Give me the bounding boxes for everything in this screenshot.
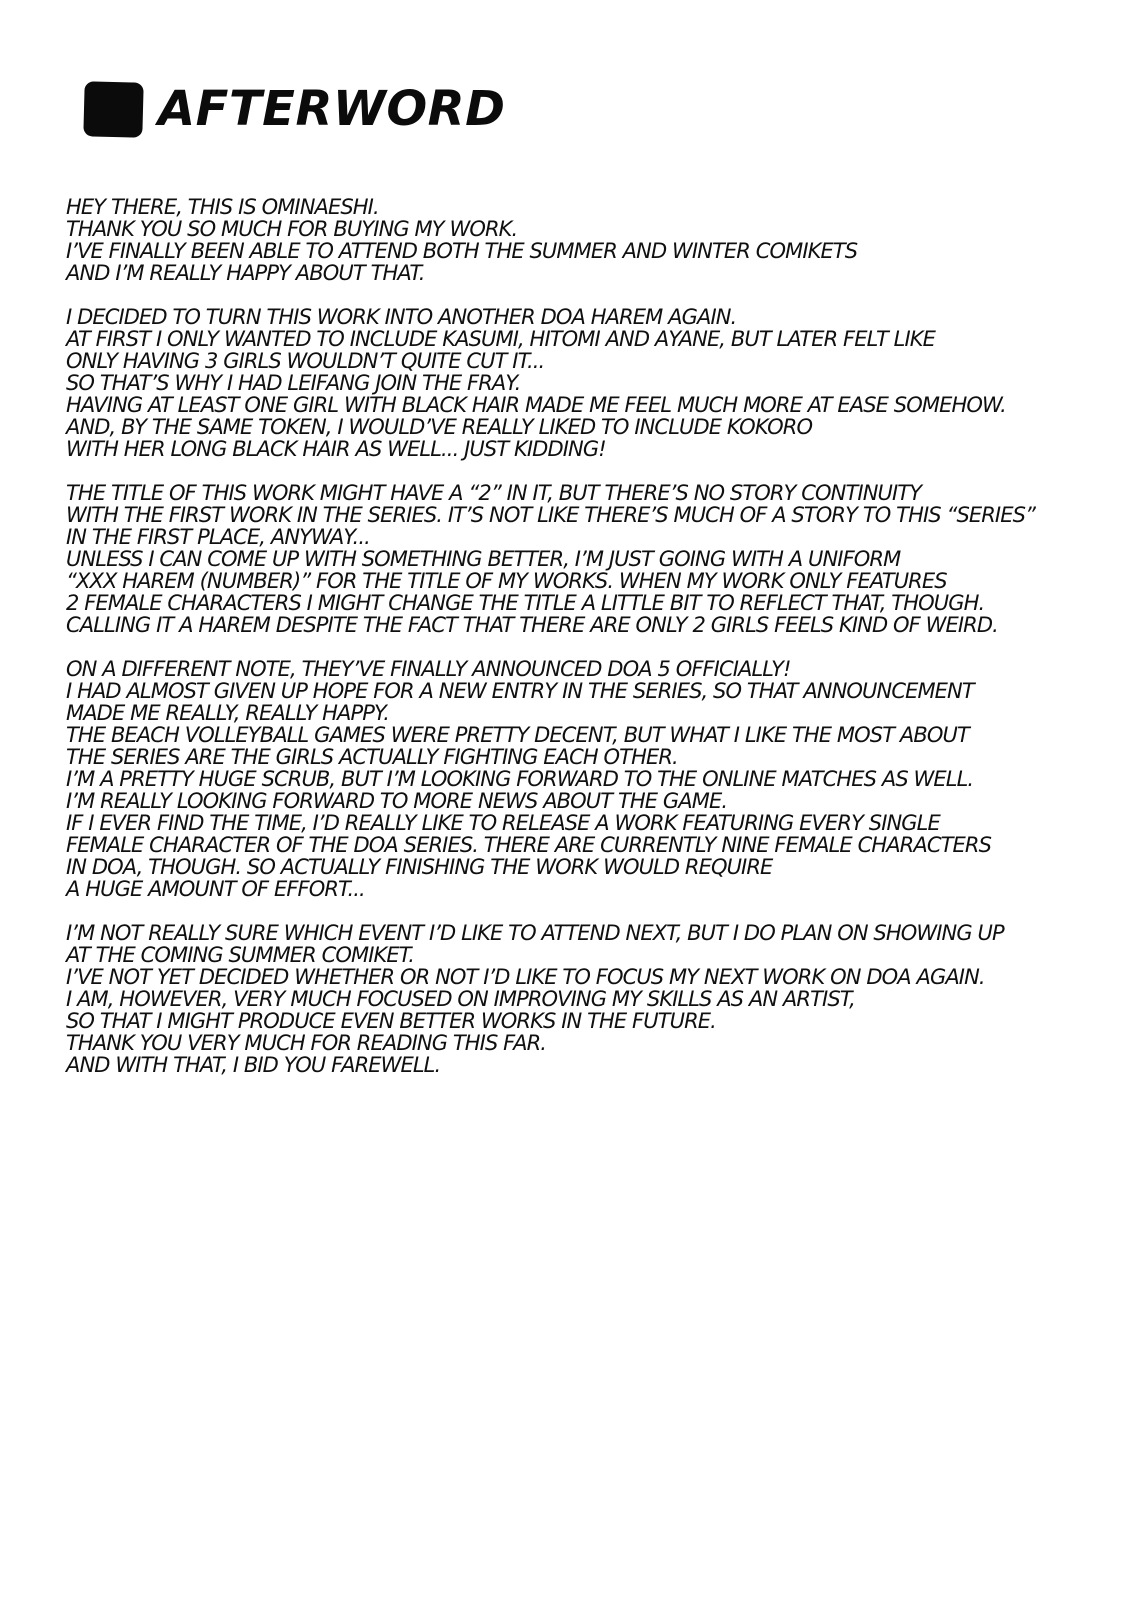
text-line: UNLESS I CAN COME UP WITH SOMETHING BETTER, I’M JUST GOING WITH A UNIFORM bbox=[66, 547, 901, 571]
page-title: AFTERWORD bbox=[158, 81, 506, 137]
text-line: THANK YOU VERY MUCH FOR READING THIS FAR. bbox=[66, 1031, 547, 1055]
text-line: WITH THE FIRST WORK IN THE SERIES. IT’S NOT LIKE THERE’S MUCH OF A STORY TO THIS “SERIES” bbox=[66, 503, 1036, 527]
text-line: FEMALE CHARACTER OF THE DOA SERIES. THERE ARE CURRENTLY NINE FEMALE CHARACTERS bbox=[66, 833, 992, 857]
text-line: THANK YOU SO MUCH FOR BUYING MY WORK. bbox=[66, 217, 518, 241]
paragraph-farewell bbox=[66, 922, 1116, 1076]
text-line: “XXX HAREM (NUMBER)” FOR THE TITLE OF MY WORKS. WHEN MY WORK ONLY FEATURES bbox=[66, 569, 947, 593]
text-line: WITH HER LONG BLACK HAIR AS WELL... JUST KIDDING! bbox=[66, 437, 606, 461]
afterword-body bbox=[66, 196, 1116, 1098]
text-line: I AM, HOWEVER, VERY MUCH FOCUSED ON IMPROVING MY SKILLS AS AN ARTIST, bbox=[66, 987, 855, 1011]
text-line: THE BEACH VOLLEYBALL GAMES WERE PRETTY DECENT, BUT WHAT I LIKE THE MOST ABOUT bbox=[66, 723, 969, 747]
text-line: I’VE NOT YET DECIDED WHETHER OR NOT I’D LIKE TO FOCUS MY NEXT WORK ON DOA AGAIN. bbox=[66, 965, 985, 989]
text-line: I DECIDED TO TURN THIS WORK INTO ANOTHER DOA HAREM AGAIN. bbox=[66, 305, 737, 329]
page-header bbox=[84, 82, 505, 137]
text-line: HEY THERE, THIS IS OMINAESHI. bbox=[66, 195, 379, 219]
text-line: IN DOA, THOUGH. SO ACTUALLY FINISHING THE WORK WOULD REQUIRE bbox=[66, 855, 773, 879]
text-line: AND, BY THE SAME TOKEN, I WOULD’VE REALLY LIKED TO INCLUDE KOKORO bbox=[66, 415, 813, 439]
text-line: AT THE COMING SUMMER COMIKET. bbox=[66, 943, 414, 967]
paragraph-doa5-news bbox=[66, 658, 1116, 900]
text-line: I’VE FINALLY BEEN ABLE TO ATTEND BOTH THE SUMMER AND WINTER COMIKETS bbox=[66, 239, 858, 263]
text-line: MADE ME REALLY, REALLY HAPPY. bbox=[66, 701, 390, 725]
text-line: THE TITLE OF THIS WORK MIGHT HAVE A “2” IN IT, BUT THERE’S NO STORY CONTINUITY bbox=[66, 481, 922, 505]
text-line: I’M A PRETTY HUGE SCRUB, BUT I’M LOOKING FORWARD TO THE ONLINE MATCHES AS WELL. bbox=[66, 767, 974, 791]
text-line: I’M REALLY LOOKING FORWARD TO MORE NEWS ABOUT THE GAME. bbox=[66, 789, 728, 813]
text-line: THE SERIES ARE THE GIRLS ACTUALLY FIGHTING EACH OTHER. bbox=[66, 745, 678, 769]
text-line: I’M NOT REALLY SURE WHICH EVENT I’D LIKE TO ATTEND NEXT, BUT I DO PLAN ON SHOWING UP bbox=[66, 921, 1004, 945]
black-square-icon bbox=[83, 81, 143, 138]
text-line: AND I’M REALLY HAPPY ABOUT THAT. bbox=[66, 261, 425, 285]
text-line: SO THAT I MIGHT PRODUCE EVEN BETTER WORKS IN THE FUTURE. bbox=[66, 1009, 716, 1033]
text-line: I HAD ALMOST GIVEN UP HOPE FOR A NEW ENTRY IN THE SERIES, SO THAT ANNOUNCEMENT bbox=[66, 679, 974, 703]
text-line: CALLING IT A HAREM DESPITE THE FACT THAT THERE ARE ONLY 2 GIRLS FEELS KIND OF WEIRD. bbox=[66, 613, 998, 637]
text-line: AT FIRST I ONLY WANTED TO INCLUDE KASUMI, HITOMI AND AYANE, BUT LATER FELT LIKE bbox=[66, 327, 935, 351]
text-line: A HUGE AMOUNT OF EFFORT... bbox=[66, 877, 365, 901]
text-line: IN THE FIRST PLACE, ANYWAY... bbox=[66, 525, 370, 549]
paragraph-greeting bbox=[66, 196, 1116, 284]
paragraph-doa-harem bbox=[66, 306, 1116, 460]
text-line: ON A DIFFERENT NOTE, THEY’VE FINALLY ANNOUNCED DOA 5 OFFICIALLY! bbox=[66, 657, 791, 681]
paragraph-title-naming bbox=[66, 482, 1116, 636]
text-line: AND WITH THAT, I BID YOU FAREWELL. bbox=[66, 1053, 441, 1077]
text-line: SO THAT’S WHY I HAD LEIFANG JOIN THE FRAY. bbox=[66, 371, 521, 395]
text-line: 2 FEMALE CHARACTERS I MIGHT CHANGE THE TITLE A LITTLE BIT TO REFLECT THAT, THOUGH. bbox=[66, 591, 985, 615]
text-line: IF I EVER FIND THE TIME, I’D REALLY LIKE TO RELEASE A WORK FEATURING EVERY SINGLE bbox=[66, 811, 940, 835]
text-line: HAVING AT LEAST ONE GIRL WITH BLACK HAIR MADE ME FEEL MUCH MORE AT EASE SOMEHOW. bbox=[66, 393, 1006, 417]
text-line: ONLY HAVING 3 GIRLS WOULDN’T QUITE CUT IT... bbox=[66, 349, 545, 373]
